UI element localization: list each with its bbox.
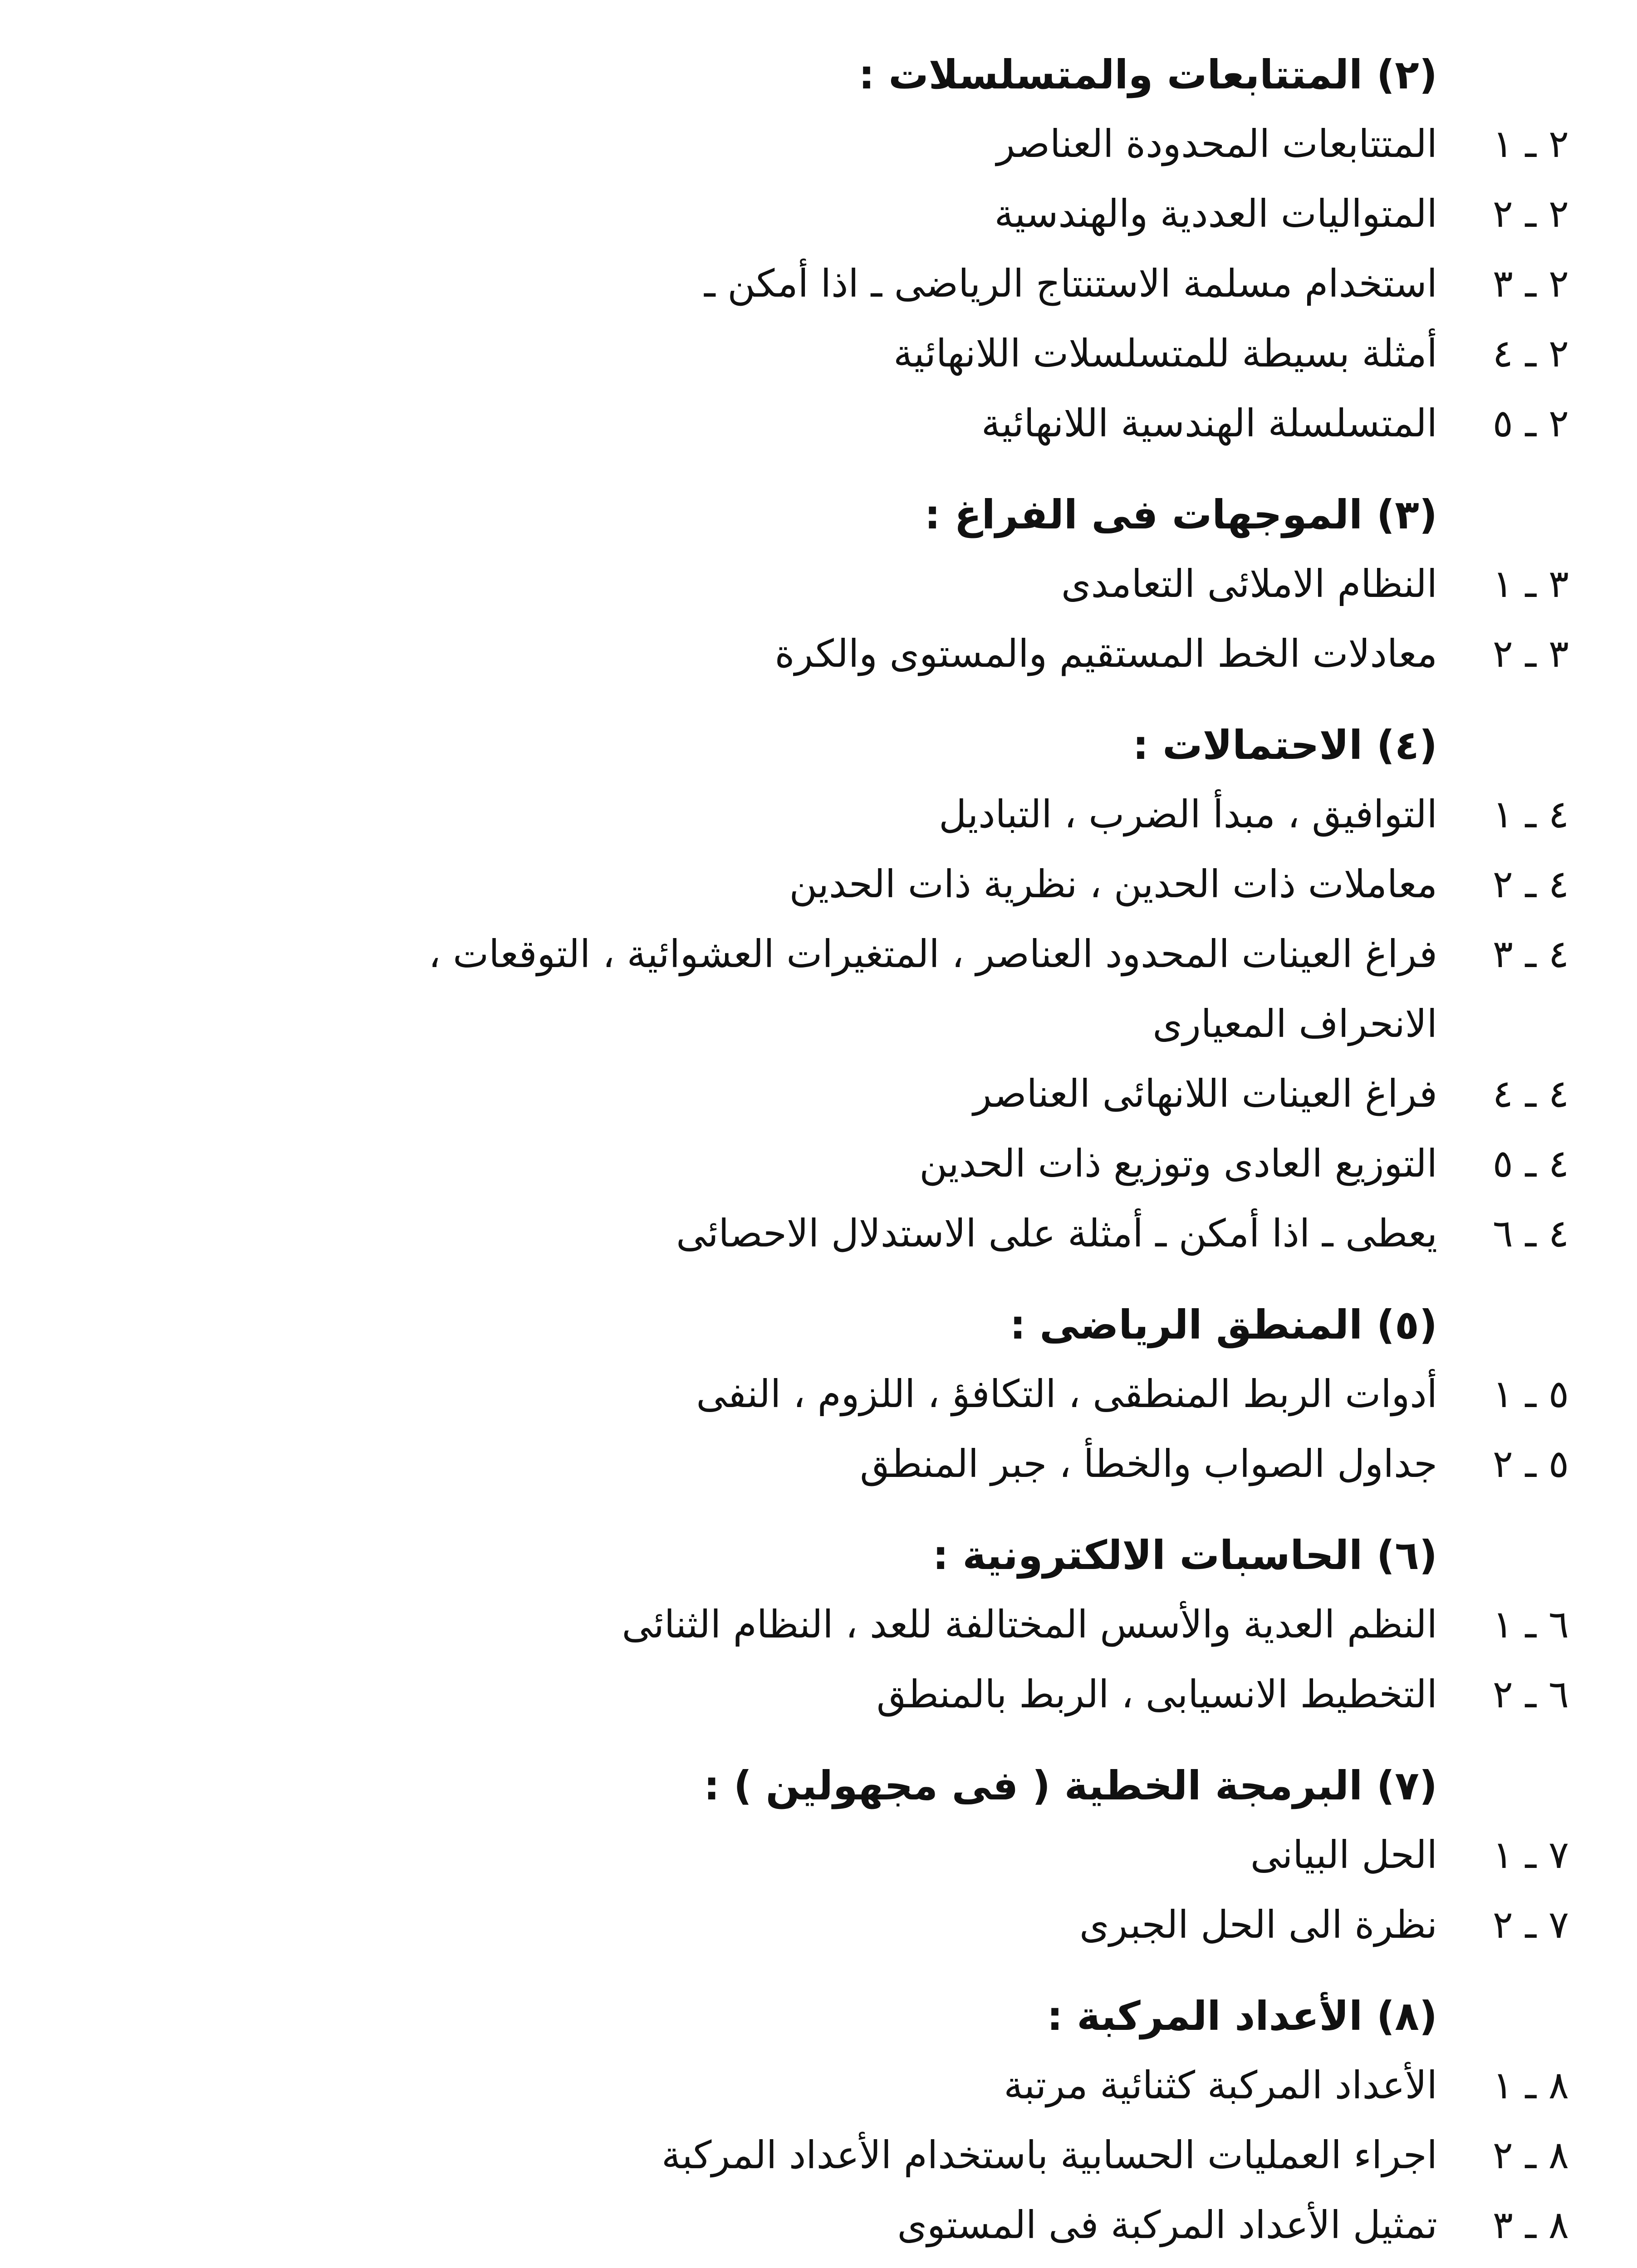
item-number: ٨ ـ ٢ <box>1492 2133 1569 2177</box>
item-number: ٧ ـ ٢ <box>1492 1902 1569 1947</box>
syllabus-item <box>72 1589 1569 1659</box>
item-number: ٨ ـ ١ <box>1492 2063 1569 2107</box>
item-number <box>1437 2260 1569 2268</box>
section-heading: (٦) الحاسبات الالكترونية : <box>932 1532 1437 1579</box>
item-text: استخدام مسلمة الاستنتاج الرياضى ـ اذا أمكن ـ <box>704 261 1437 306</box>
item-text: معاملات ذات الحدين ، نظرية ذات الحدين <box>789 862 1437 906</box>
item-text: أمثلة بسيطة للمتسلسلات اللانهائية <box>893 331 1437 376</box>
item-number: ٤ ـ ٥ <box>1492 1141 1569 1186</box>
syllabus-item <box>72 919 1569 1059</box>
item-text: المتتابعات المحدودة العناصر <box>996 122 1437 166</box>
syllabus-section <box>72 711 1569 1268</box>
item-number: ٢ ـ ١ <box>1492 122 1569 166</box>
syllabus-section <box>72 1752 1569 1960</box>
syllabus-item <box>72 179 1569 249</box>
item-number: ٤ ـ ٤ <box>1492 1071 1569 1116</box>
syllabus-item <box>72 1198 1569 1268</box>
item-number: ٥ ـ ٢ <box>1492 1442 1569 1486</box>
syllabus-item <box>72 1429 1569 1499</box>
item-number: ٧ ـ ١ <box>1492 1833 1569 1877</box>
syllabus-page <box>72 41 1569 2268</box>
syllabus-item <box>72 249 1569 318</box>
item-number: ٨ ـ ٣ <box>1492 2203 1569 2247</box>
item-number: ٤ ـ ٣ <box>1492 932 1569 976</box>
item-number: ٣ ـ ٢ <box>1492 631 1569 676</box>
item-text: تمثيل الأعداد المركبة فى المستوى <box>897 2203 1437 2247</box>
section-heading: (٨) الأعداد المركبة : <box>1047 1993 1437 2039</box>
item-text <box>1074 2260 1437 2268</box>
section-heading: (٥) المنطق الرياضى : <box>1010 1301 1437 1348</box>
syllabus-item <box>72 549 1569 619</box>
item-text: النظام الاملائى التعامدى <box>1061 562 1437 606</box>
syllabus-item <box>72 1659 1569 1729</box>
syllabus-section <box>72 1521 1569 1729</box>
item-text: فراغ العينات اللانهائى العناصر <box>973 1071 1437 1116</box>
section-heading: (٢) المتتابعات والمتسلسلات : <box>858 51 1437 98</box>
item-text: فراغ العينات المحدود العناصر ، المتغيرات العشوائية ، التوقعات ، الانحراف المعيارى <box>428 932 1437 1046</box>
syllabus-section <box>72 1982 1569 2268</box>
item-text: اجراء العمليات الحسابية باستخدام الأعداد المركبة <box>661 2133 1437 2177</box>
item-number: ٢ ـ ٤ <box>1492 331 1569 376</box>
syllabus-item <box>72 2120 1569 2190</box>
syllabus-item <box>72 1820 1569 1890</box>
item-number: ٦ ـ ٢ <box>1492 1672 1569 1716</box>
syllabus-item <box>72 779 1569 849</box>
item-text: التوافيق ، مبدأ الضرب ، التباديل <box>939 792 1437 836</box>
item-text: أدوات الربط المنطقى ، التكافؤ ، اللزوم ، النفى <box>696 1372 1437 1416</box>
syllabus-item <box>72 1059 1569 1129</box>
item-text: المتواليات العددية والهندسية <box>994 191 1437 236</box>
syllabus-item <box>72 2260 1569 2268</box>
item-number: ٢ ـ ٥ <box>1492 401 1569 445</box>
item-text: التوزيع العادى وتوزيع ذات الحدين <box>919 1141 1437 1186</box>
syllabus-item <box>72 2190 1569 2260</box>
section-heading: (٧) البرمجة الخطية ( فى مجهولين ) : <box>703 1762 1437 1809</box>
item-text: النظم العدية والأسس المختالفة للعد ، النظام الثنائى <box>622 1602 1437 1647</box>
syllabus-item <box>72 1359 1569 1429</box>
item-number: ٦ ـ ١ <box>1492 1602 1569 1647</box>
syllabus-section <box>72 1291 1569 1499</box>
item-text: الأعداد المركبة كثنائية مرتبة <box>1004 2063 1437 2107</box>
item-text: يعطى ـ اذا أمكن ـ أمثلة على الاستدلال الاحصائى <box>676 1211 1437 1256</box>
syllabus-section <box>72 481 1569 689</box>
item-text: المتسلسلة الهندسية اللانهائية <box>981 401 1437 445</box>
syllabus-item <box>72 2050 1569 2120</box>
syllabus-item <box>72 1890 1569 1960</box>
syllabus-item <box>72 849 1569 919</box>
item-number: ٤ ـ ١ <box>1492 792 1569 836</box>
section-heading: (٤) الاحتمالات : <box>1132 722 1437 768</box>
item-text: التخطيط الانسيابى ، الربط بالمنطق <box>876 1672 1437 1716</box>
item-text: نظرة الى الحل الجبرى <box>1079 1902 1437 1947</box>
item-number: ٢ ـ ٢ <box>1492 191 1569 236</box>
item-text: الحل البيانى <box>1250 1833 1437 1877</box>
item-number: ٤ ـ ٦ <box>1492 1211 1569 1256</box>
item-number: ٣ ـ ١ <box>1492 562 1569 606</box>
syllabus-item <box>72 388 1569 458</box>
syllabus-item <box>72 619 1569 689</box>
item-number: ٥ ـ ١ <box>1492 1372 1569 1416</box>
item-text: معادلات الخط المستقيم والمستوى والكرة <box>774 631 1437 676</box>
item-number: ٢ ـ ٣ <box>1492 261 1569 306</box>
syllabus-section <box>72 41 1569 458</box>
item-number: ٤ ـ ٢ <box>1492 862 1569 906</box>
syllabus-item <box>72 318 1569 388</box>
syllabus-item <box>72 1129 1569 1198</box>
syllabus-item <box>72 109 1569 179</box>
item-text: جداول الصواب والخطأ ، جبر المنطق <box>860 1442 1437 1486</box>
section-heading: (٣) الموجهات فى الفراغ : <box>924 491 1437 538</box>
